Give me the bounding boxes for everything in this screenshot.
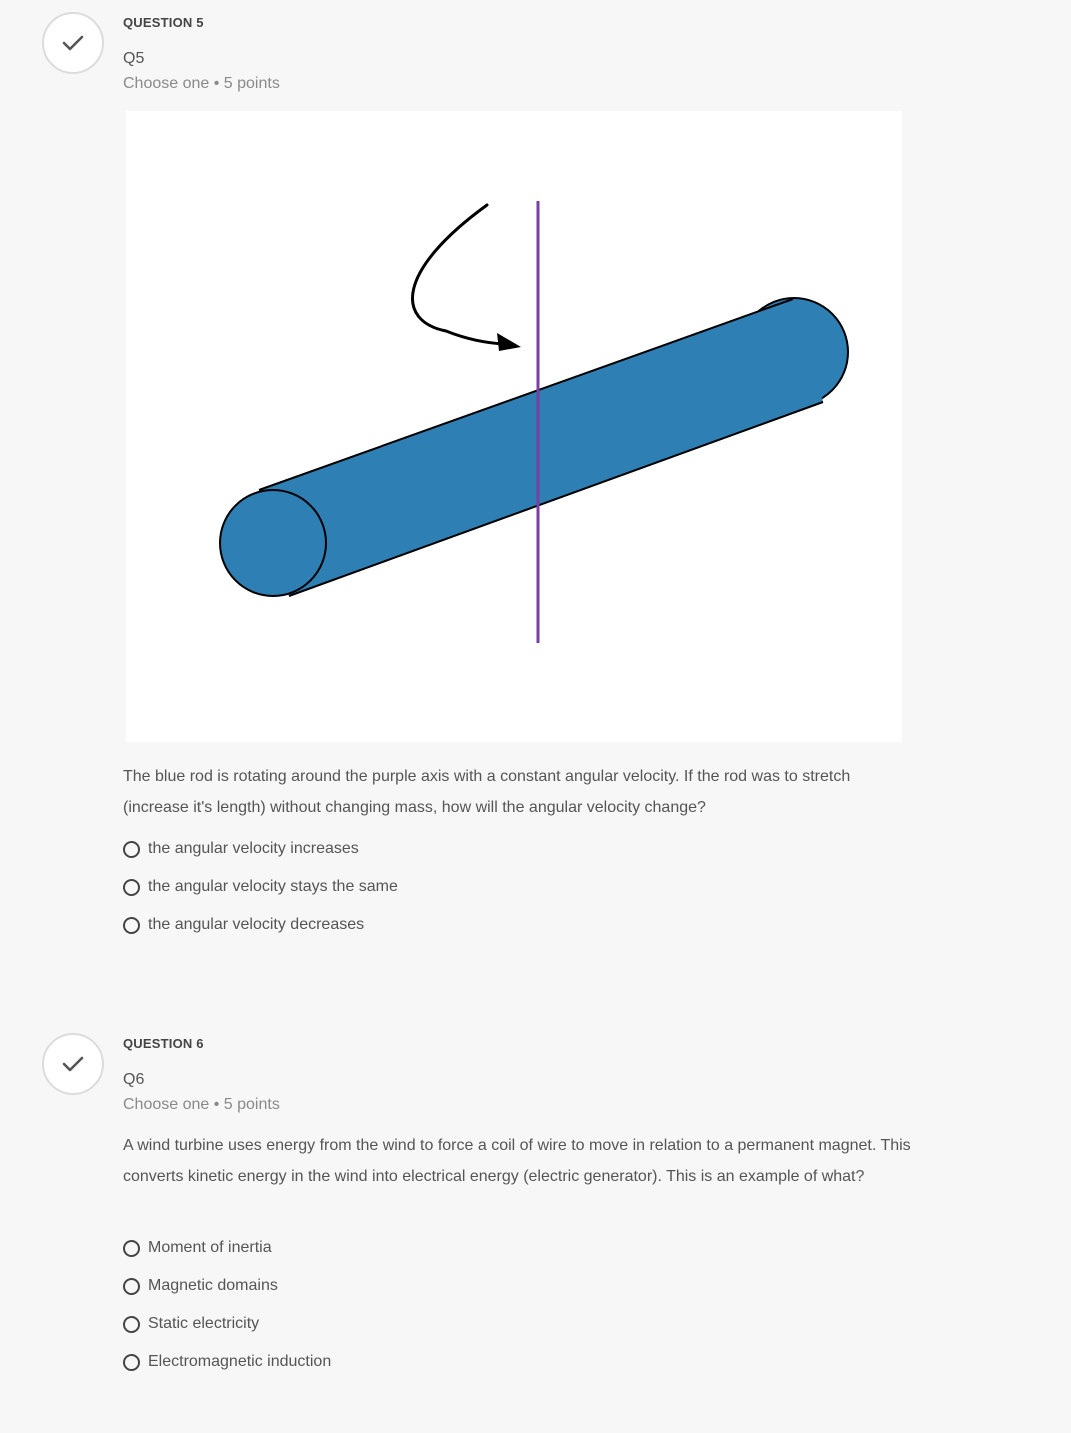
answered-status-indicator xyxy=(42,1033,104,1095)
answer-option[interactable] xyxy=(123,1343,331,1381)
answered-status-indicator xyxy=(42,12,104,74)
checkmark-icon xyxy=(61,34,85,52)
question-number: QUESTION 5 xyxy=(123,15,204,30)
radio-button[interactable] xyxy=(123,1316,140,1333)
answer-option[interactable] xyxy=(123,830,398,868)
question-title: Q6 xyxy=(123,1071,145,1088)
question-meta: Choose one • 5 points xyxy=(123,75,280,92)
answer-option[interactable] xyxy=(123,1267,331,1305)
question-meta: Choose one • 5 points xyxy=(123,1096,280,1113)
question-image xyxy=(126,111,902,742)
answer-option-label: the angular velocity decreases xyxy=(148,916,365,933)
question-title: Q5 xyxy=(123,50,145,67)
answer-option-label: Magnetic domains xyxy=(148,1277,278,1294)
question-prompt: A wind turbine uses energy from the wind to force a coil of wire to move in relation to a permanent magnet. This converts kinetic energy in the wind into electrical energy (electric generator). This is an example of what? xyxy=(123,1137,911,1185)
answer-option-label: Moment of inertia xyxy=(148,1239,272,1256)
checkmark-icon xyxy=(61,1055,85,1073)
question-prompt: The blue rod is rotating around the purple axis with a constant angular velocity. If the rod was to stretch (increase it's length) without changing mass, how will the angular velocity change? xyxy=(123,768,851,816)
radio-button[interactable] xyxy=(123,1354,140,1371)
rotation-direction-arrow xyxy=(412,205,504,344)
radio-button[interactable] xyxy=(123,841,140,858)
answer-options xyxy=(123,1229,331,1381)
rotating-rod-diagram xyxy=(126,111,902,742)
answer-option[interactable] xyxy=(123,868,398,906)
radio-button[interactable] xyxy=(123,917,140,934)
arrowhead-icon xyxy=(497,333,521,351)
answer-option-label: Electromagnetic induction xyxy=(148,1353,332,1370)
answer-option-label: the angular velocity increases xyxy=(148,840,359,857)
answer-options xyxy=(123,830,398,944)
answer-option[interactable] xyxy=(123,906,398,944)
answer-option-label: the angular velocity stays the same xyxy=(148,878,398,895)
radio-button[interactable] xyxy=(123,1278,140,1295)
answer-option[interactable] xyxy=(123,1229,331,1267)
radio-button[interactable] xyxy=(123,879,140,896)
answer-option-label: Static electricity xyxy=(148,1315,260,1332)
question-number: QUESTION 6 xyxy=(123,1036,204,1051)
answer-option[interactable] xyxy=(123,1305,331,1343)
rod-near-end xyxy=(220,490,326,596)
radio-button[interactable] xyxy=(123,1240,140,1257)
